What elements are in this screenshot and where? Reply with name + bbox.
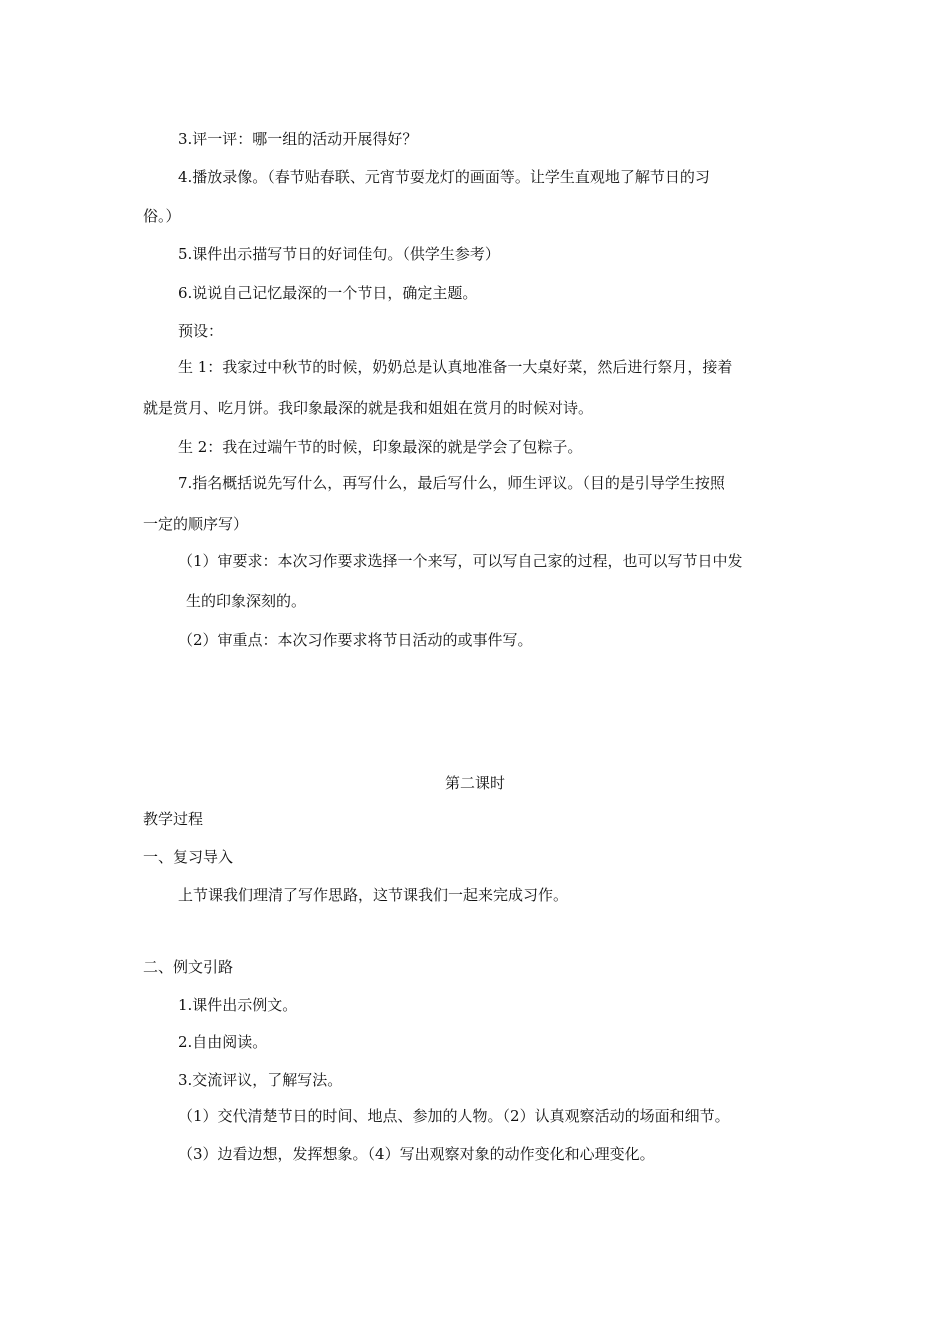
- text-line: 就是赏月、吃月饼。我印象最深的就是我和姐姐在赏月的时候对诗。: [143, 399, 594, 417]
- text-line: 预设：: [178, 322, 224, 340]
- text-line: （1）交代清楚节日的时间、地点、参加的人物。（2）认真观察活动的场面和细节。: [178, 1107, 730, 1125]
- text-line: 5.课件出示描写节日的好词佳句。（供学生参考）: [178, 245, 500, 263]
- text-line: 上节课我们理清了写作思路，这节课我们一起来完成习作。: [178, 886, 569, 904]
- heading: 教学过程: [143, 810, 204, 828]
- text-line: 1.课件出示例文。: [178, 996, 298, 1014]
- heading: 二、例文引路: [143, 958, 234, 976]
- text-line: （1）审要求：本次习作要求选择一个来写，可以写自己家的过程，也可以写节日中发: [178, 552, 743, 570]
- text-line: 俗。）: [143, 207, 181, 225]
- text-line: 3.评一评：哪一组的活动开展得好？: [178, 130, 418, 148]
- text-line: 6.说说自己记忆最深的一个节日，确定主题。: [178, 284, 478, 302]
- text-line: 2.自由阅读。: [178, 1033, 268, 1051]
- text-line: 生 2：我在过端午节的时候，印象最深的就是学会了包粽子。: [178, 438, 583, 456]
- text-line: 7.指名概括说先写什么，再写什么，最后写什么，师生评议。（目的是引导学生按照: [178, 474, 725, 492]
- heading: 一、复习导入: [143, 848, 234, 866]
- text-line: 生 1：我家过中秋节的时候，奶奶总是认真地准备一大桌好菜，然后进行祭月，接着: [178, 358, 733, 376]
- text-line: 生的印象深刻的。: [186, 592, 307, 610]
- text-line: 一定的顺序写）: [143, 515, 249, 533]
- section-title: 第二课时: [444, 774, 505, 792]
- text-line: （2）审重点：本次习作要求将节日活动的或事件写。: [178, 631, 533, 649]
- text-line: 3.交流评议，了解写法。: [178, 1071, 343, 1089]
- text-line: （3）边看边想，发挥想象。（4）写出观察对象的动作变化和心理变化。: [178, 1145, 655, 1163]
- text-line: 4.播放录像。（春节贴春联、元宵节耍龙灯的画面等。让学生直观地了解节日的习: [178, 168, 710, 186]
